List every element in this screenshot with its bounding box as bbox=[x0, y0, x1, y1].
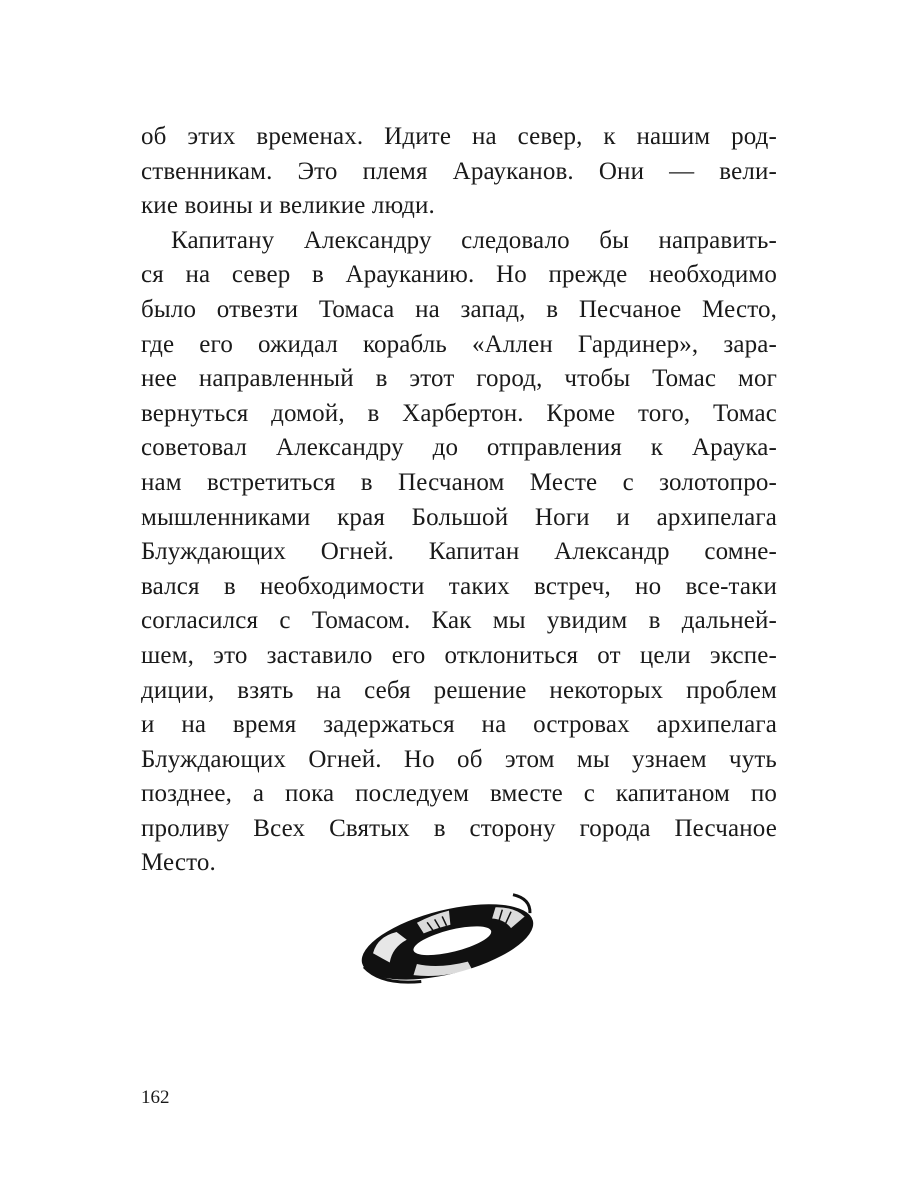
text-line: диции, взять на себя решение некоторых проблем bbox=[141, 676, 777, 704]
text-line: было отвезти Томаса на запад, в Песчаное Место, bbox=[141, 295, 777, 323]
text-line: мышленниками края Большой Ноги и архипелага bbox=[141, 503, 777, 531]
text-line: Капитану Александру следовало бы направить- bbox=[171, 226, 777, 254]
text-line: советовал Александру до отправления к Араука- bbox=[141, 434, 777, 462]
text-line: Блуждающих Огней. Капитан Александр сомне- bbox=[141, 538, 777, 566]
text-line: проливу Всех Святых в сторону города Песчаное bbox=[141, 814, 777, 842]
body-text bbox=[141, 120, 777, 881]
life-buoy-icon bbox=[352, 890, 542, 990]
text-line: кие воины и великие люди. bbox=[141, 192, 435, 220]
text-line: нам встретиться в Песчаном Месте с золотопро- bbox=[141, 468, 777, 496]
text-line: где его ожидал корабль «Аллен Гардинер», зара- bbox=[141, 330, 777, 358]
text-line: вался в необходимости таких встреч, но все-таки bbox=[141, 572, 777, 600]
text-line: вернуться домой, в Харбертон. Кроме того, Томас bbox=[141, 399, 777, 427]
text-line: нее направленный в этот город, чтобы Томас мог bbox=[141, 365, 777, 393]
text-line: Блуждающих Огней. Но об этом мы узнаем чуть bbox=[141, 745, 777, 773]
text-line: Место. bbox=[141, 849, 216, 877]
paragraph-2 bbox=[141, 224, 777, 881]
page-number: 162 bbox=[141, 1087, 170, 1108]
text-line: ственникам. Это племя Арауканов. Они — вели- bbox=[141, 157, 777, 185]
text-line: согласился с Томасом. Как мы увидим в дальней- bbox=[141, 607, 777, 635]
text-line: ся на север в Арауканию. Но прежде необходимо bbox=[141, 261, 777, 289]
text-line: шем, это заставило его отклониться от цели экспе- bbox=[141, 641, 777, 669]
text-line: и на время задержаться на островах архипелага bbox=[141, 711, 777, 739]
paragraph-1 bbox=[141, 120, 777, 224]
text-line: позднее, а пока последуем вместе с капитаном по bbox=[141, 780, 777, 808]
text-line: об этих временах. Идите на север, к нашим род- bbox=[141, 123, 777, 150]
